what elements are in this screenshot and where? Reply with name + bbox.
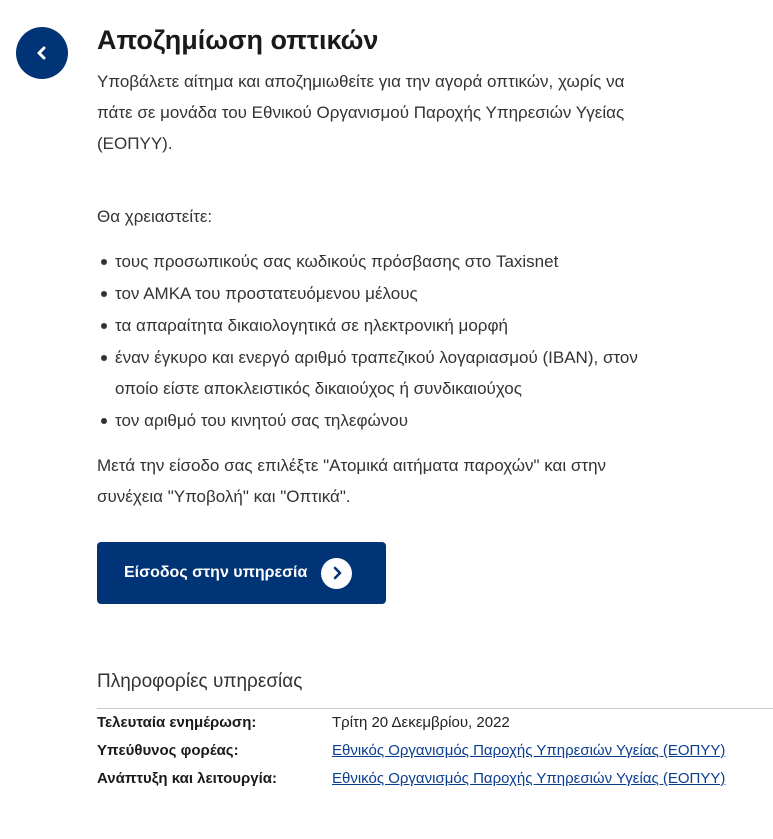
info-key: Ανάπτυξη και λειτουργία: [97, 770, 272, 787]
development-operation-link[interactable]: Εθνικός Οργανισμός Παροχής Υπηρεσιών Υγείας (ΕΟΠΥΥ): [332, 770, 726, 787]
service-info-heading: Πληροφορίες υπηρεσίας: [97, 671, 303, 692]
service-login-button[interactable]: [97, 542, 386, 604]
info-value: Τρίτη 20 Δεκεμβρίου, 2022: [332, 714, 510, 731]
responsible-body-link[interactable]: Εθνικός Οργανισμός Παροχής Υπηρεσιών Υγείας (ΕΟΠΥΥ): [332, 742, 726, 759]
requirements-heading: Θα χρειαστείτε:: [97, 207, 213, 226]
requirements-list: [97, 246, 655, 436]
requirement-item: τα απαραίτητα δικαιολογητικά σε ηλεκτρονική μορφή: [115, 310, 655, 341]
info-row-last-update: Τελευταία ενημέρωση: Τρίτη 20 Δεκεμβρίου, 2022: [97, 709, 773, 737]
info-key: Υπεύθυνος φορέας: [97, 742, 234, 759]
main-content: [97, 22, 773, 793]
requirement-item: τον ΑΜΚΑ του προστατευόμενου μέλους: [115, 278, 655, 309]
requirement-item: τον αριθμό του κινητού σας τηλεφώνου: [115, 405, 655, 436]
page-title: Αποζημίωση οπτικών: [97, 25, 379, 55]
requirement-item: έναν έγκυρο και ενεργό αριθμό τραπεζικού λογαριασμού (IBAN), στον οποίο είστε αποκλειστικός δικαιούχος ή συνδικαιούχος: [115, 342, 655, 404]
info-key: Τελευταία ενημέρωση: [97, 714, 252, 731]
intro-text: Υποβάλετε αίτημα και αποζημιωθείτε για την αγορά οπτικών, χωρίς να πάτε σε μονάδα του Εθνικού Οργανισμού Παροχής Υπηρεσιών Υγείας (ΕΟΠΥΥ).: [97, 72, 625, 153]
service-login-label: Είσοδος στην υπηρεσία: [124, 564, 308, 581]
info-row-development: Ανάπτυξη και λειτουργία: Εθνικός Οργανισμός Παροχής Υπηρεσιών Υγείας (ΕΟΠΥΥ): [97, 770, 726, 787]
requirement-item: τους προσωπικούς σας κωδικούς πρόσβασης στο Taxisnet: [115, 246, 655, 277]
info-row-responsible-body: Υπεύθυνος φορέας: Εθνικός Οργανισμός Παροχής Υπηρεσιών Υγείας (ΕΟΠΥΥ): [97, 742, 726, 759]
chevron-right-icon: [321, 558, 352, 589]
back-button[interactable]: [16, 27, 68, 79]
after-login-instructions: Μετά την είσοδο σας επιλέξτε "Ατομικά αιτήματα παροχών" και στην συνέχεια "Υποβολή" και "Οπτικά".: [97, 456, 607, 506]
chevron-left-icon: [35, 45, 49, 61]
